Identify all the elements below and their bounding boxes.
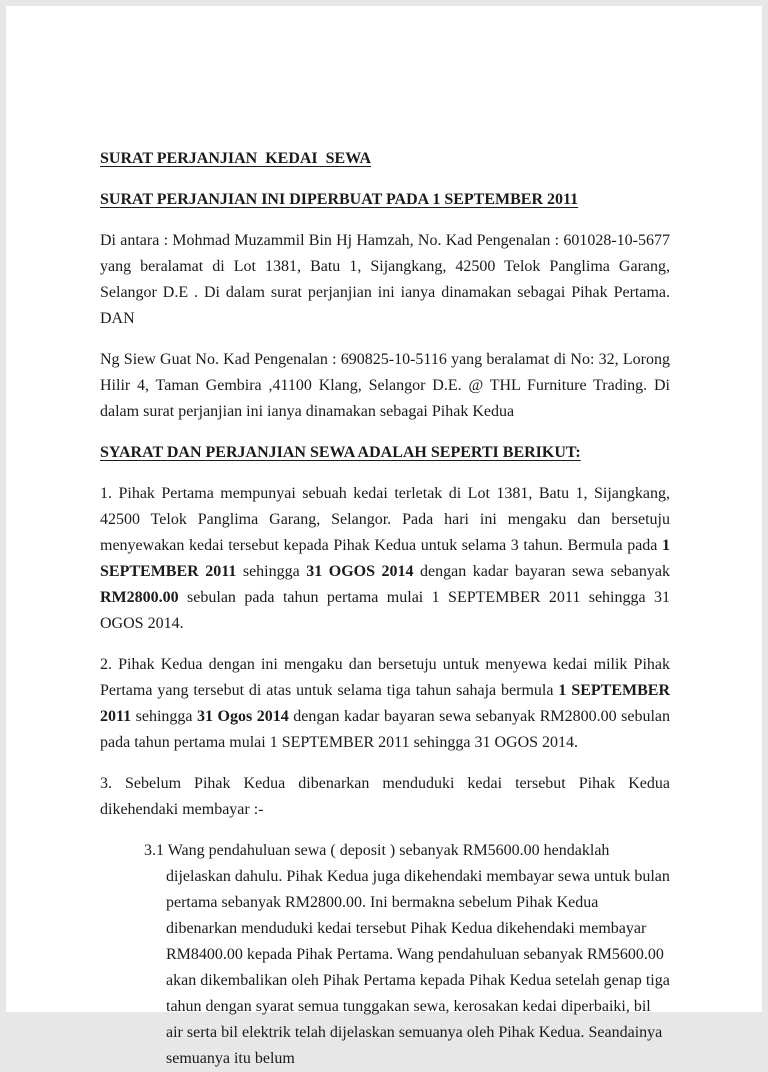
clause-2-paragraph: 2. Pihak Kedua dengan ini mengaku dan bersetuju untuk menyewa kedai milik Pihak Pertama yang tersebut di atas untuk selama tiga tahun sahaja bermula 1 SEPTEMBER 2011 sehingga 31 Ogos 2014 dengan kadar bayaran sewa sebanyak RM2800.00 sebulan pada tahun pertama mulai 1 SEPTEMBER 2011 sehingga 31 OGOS 2014. [100,656,671,751]
page-content [6,6,762,1072]
clause-1-paragraph: 1. Pihak Pertama mempunyai sebuah kedai terletak di Lot 1381, Batu 1, Sijangkang, 42500 Telok Panglima Garang, Selangor. Pada hari ini mengaku dan bersetuju menyewakan kedai tersebut kepada Pihak Kedua untuk selama 3 tahun. Bermula pada 1 SEPTEMBER 2011 sehingga 31 OGOS 2014 dengan kadar bayaran sewa sebanyak RM2800.00 sebulan pada tahun pertama mulai 1 SEPTEMBER 2011 sehingga 31 OGOS 2014. [100,485,671,632]
doc-date-heading: SURAT PERJANJIAN INI DIPERBUAT PADA 1 SEPTEMBER 2011 [100,191,579,208]
document-page [6,6,762,1067]
party-second-paragraph: Ng Siew Guat No. Kad Pengenalan : 690825-10-5116 yang beralamat di No: 32, Lorong Hilir 4, Taman Gembira ,41100 Klang, Selangor D.E. @ THL Furniture Trading. Di dalam surat perjanjian ini ianya dinamakan sebagai Pihak Kedua [100,351,670,420]
clause-3-1-paragraph: 3.1 Wang pendahuluan sewa ( deposit ) sebanyak RM5600.00 hendaklah dijelaskan dahulu. Pihak Kedua juga dikehendaki membayar sewa untuk bulan pertama sebanyak RM2800.00. Ini bermakna sebelum Pihak Kedua dibenarkan menduduki kedai tersebut Pihak Kedua dikehendaki membayar RM8400.00 kepada Pihak Pertama. Wang pendahuluan sebanyak RM5600.00 akan dikembalikan oleh Pihak Pertama kepada Pihak Kedua setelah genap tiga tahun dengan syarat semua tunggakan sewa, kerosakan kedai diperbaiki, bil air serta bil elektrik telah dijelaskan semuanya oleh Pihak Kedua. Seandainya semuanya itu belum [144,842,670,1067]
party-first-paragraph: Di antara : Mohmad Muzammil Bin Hj Hamzah, No. Kad Pengenalan : 601028-10-5677 yang beralamat di Lot 1381, Batu 1, Sijangkang, 42500 Telok Panglima Garang, Selangor D.E . Di dalam surat perjanjian ini ianya dinamakan sebagai Pihak Pertama. DAN [100,232,670,327]
doc-title: SURAT PERJANJIAN KEDAI SEWA [100,150,372,167]
terms-heading: SYARAT DAN PERJANJIAN SEWA ADALAH SEPERTI BERIKUT: [100,444,581,461]
clause-3-paragraph: 3. Sebelum Pihak Kedua dibenarkan menduduki kedai tersebut Pihak Kedua dikehendaki membayar :- [100,775,670,818]
